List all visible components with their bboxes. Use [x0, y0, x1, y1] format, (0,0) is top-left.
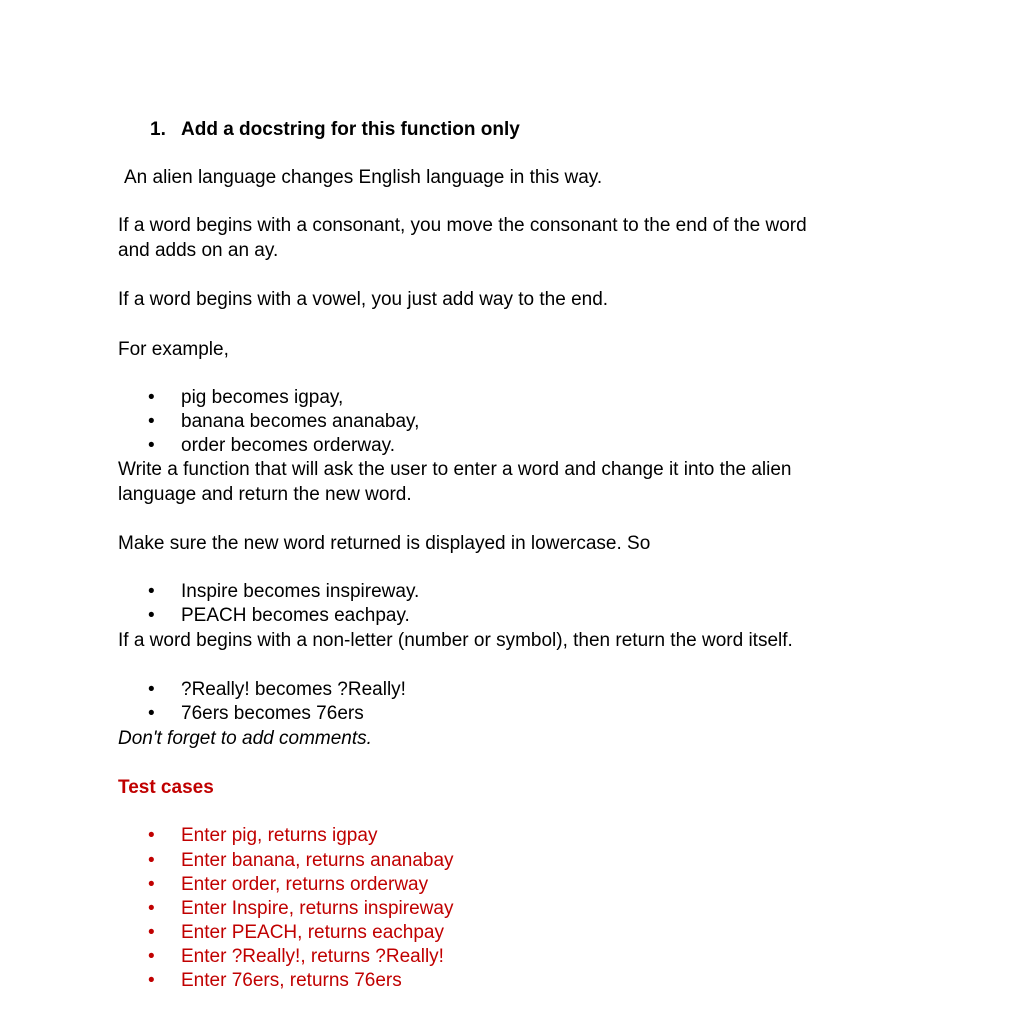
bullet-icon: • [148, 874, 155, 895]
comments-note: Don't forget to add comments. [118, 728, 372, 749]
list-item: banana becomes ananabay, [181, 411, 420, 432]
list-item: pig becomes igpay, [181, 387, 344, 408]
bullet-icon: • [148, 581, 155, 602]
test-case-item: Enter 76ers, returns 76ers [181, 970, 402, 991]
rule-vowel: If a word begins with a vowel, you just add way to the end. [118, 289, 609, 310]
lowercase-note: Make sure the new word returned is displayed in lowercase. So [118, 533, 651, 554]
bullet-icon: • [148, 825, 155, 846]
bullet-icon: • [148, 679, 155, 700]
bullet-icon: • [148, 387, 155, 408]
test-case-item: Enter ?Really!, returns ?Really! [181, 946, 444, 967]
bullet-icon: • [148, 605, 155, 626]
bullet-icon: • [148, 898, 155, 919]
bullet-icon: • [148, 411, 155, 432]
test-case-item: Enter Inspire, returns inspireway [181, 898, 454, 919]
test-case-item: Enter order, returns orderway [181, 874, 429, 895]
list-item: ?Really! becomes ?Really! [181, 679, 406, 700]
test-case-item: Enter pig, returns igpay [181, 825, 378, 846]
bullet-icon: • [148, 970, 155, 991]
bullet-icon: • [148, 922, 155, 943]
bullet-icon: • [148, 435, 155, 456]
rule-consonant-line-1: If a word begins with a consonant, you move the consonant to the end of the word [118, 215, 807, 236]
bullet-icon: • [148, 703, 155, 724]
bullet-icon: • [148, 946, 155, 967]
question-title: Add a docstring for this function only [181, 119, 520, 140]
for-example-label: For example, [118, 339, 229, 360]
list-item: order becomes orderway. [181, 435, 396, 456]
list-item: Inspire becomes inspireway. [181, 581, 420, 602]
test-case-item: Enter PEACH, returns eachpay [181, 922, 444, 943]
task-line-1: Write a function that will ask the user to enter a word and change it into the alien [118, 459, 792, 480]
question-number: 1. [150, 119, 166, 140]
list-item: 76ers becomes 76ers [181, 703, 364, 724]
list-item: PEACH becomes eachpay. [181, 605, 410, 626]
bullet-icon: • [148, 850, 155, 871]
intro-paragraph: An alien language changes English language in this way. [124, 167, 603, 188]
test-case-item: Enter banana, returns ananabay [181, 850, 454, 871]
rule-consonant-line-2: and adds on an ay. [118, 240, 279, 261]
test-cases-title: Test cases [118, 777, 214, 798]
nonletter-rule: If a word begins with a non-letter (number or symbol), then return the word itself. [118, 630, 793, 651]
task-line-2: language and return the new word. [118, 484, 412, 505]
